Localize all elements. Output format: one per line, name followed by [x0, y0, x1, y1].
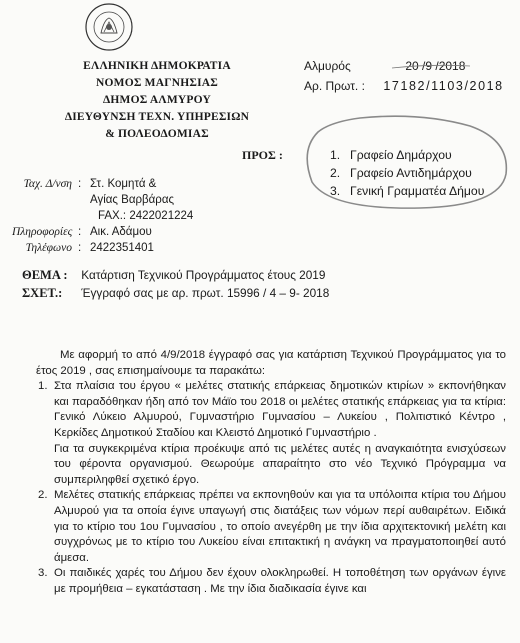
item-subtext: Για τα συγκεκριμένα κτίρια προέκυψε από τις μελέτες αυτές η αναγκαιότητα ενισχύσεων του φέροντα οργανισμού. Θεωρούμε απαραίτητο στο νέο Τεχνικό Πρόγραμμα να συμπεριληφθεί σχετικό έργο.: [54, 442, 506, 486]
phone-value: 2422351401: [90, 242, 154, 254]
reference-row: [22, 284, 329, 302]
intro-paragraph: Με αφορμή το από 4/9/2018 έγγραφό σας για κατάρτιση Τεχνικού Προγράμματος για το έτος 2019 , σας επισημαίνουμε τα παρακάτω:: [36, 349, 506, 377]
issuer-line: ΕΛΛΗΝΙΚΗ ΔΗΜΟΚΡΑΤΙΑ: [83, 60, 231, 72]
subject-label: ΘΕΜΑ :: [22, 268, 68, 282]
issuer-line: & ΠΟΛΕΟΔΟΜΙΑΣ: [105, 128, 209, 140]
recipients-label: ΠΡΟΣ :: [242, 148, 283, 162]
list-item: 3. Οι παιδικές χαρές του Δήμου δεν έχουν ολοκληρωθεί. Η τοποθέτηση των οργάνων έγινε με προμήθεια – εγκατάσταση . Με την ίδια διαδικασία έγινε και: [36, 566, 506, 597]
item-text: Στα πλαίσια του έργου « μελέτες στατικής επάρκειας δημοτικών κτιρίων » εκπονήθηκαν και παραδόθηκαν ήδη από τον Μάϊο του 2018 οι μελέτες στατικής επάρκειας για τα κτίρια: Γενικό Λύκειο Αλμυρού, Γυμναστήριο Γυμνασίου – Λυκείου , Πολιτιστικό Κέντρο , Κερκίδες Δημοτικού Σταδίου και Κλειστό Δημοτικό Γυμναστήριο .: [54, 380, 506, 439]
issuer-line: ΔΗΜΟΣ ΑΛΜΥΡΟΥ: [103, 94, 211, 106]
issuer-line: ΝΟΜΟΣ ΜΑΓΝΗΣΙΑΣ: [96, 77, 218, 89]
municipality-seal: [84, 2, 134, 52]
list-item: 2. Μελέτες στατικής επάρκειας πρέπει να εκπονηθούν και για τα υπόλοιπα κτίρια του Δήμου Αλμυρού για τα οποία έγινε υπαγωγή στις διατάξεις των νόμων περί αυθαιρέτων. Ειδικά για το κτίριο του 1ου Γυμνασίου , το οποίο ανεγέρθη με την ίδια αρχιτεκτονική μελέτη και συγχρόνως με το κτίριο του Λυκείου είναι επιτακτική η ανάγκη να πραγματοποιηθεί αυτό άμεσα.: [36, 488, 506, 566]
subject-row: [22, 266, 329, 284]
address-line: Αγίας Βαρβάρας: [90, 194, 175, 206]
place-label: Αλμυρός: [304, 59, 351, 73]
fax-line: FAX.: 2422021224: [98, 210, 194, 222]
doc-meta: [304, 56, 504, 96]
contact-block: Ταχ. Δ/νση : Στ. Κομητά & Αγίας Βαρβάρας FAX.: 2422021224 Πληροφορίες : Αικ. Αδάμου Τηλέφωνο : 2422351401: [12, 178, 194, 254]
info-value: Αικ. Αδάμου: [90, 226, 152, 238]
date-value: 20 /9 /2018: [405, 59, 466, 73]
points-list: [36, 379, 506, 597]
address-label: Ταχ. Δ/νση: [23, 178, 72, 190]
protocol-number: 17182/1103/2018: [383, 79, 504, 93]
address-line: Στ. Κομητά &: [90, 178, 157, 190]
info-label: Πληροφορίες: [12, 226, 73, 238]
recipients-list: [330, 146, 484, 200]
recipient-item: 3. Γενική Γραμματέα Δήμου: [330, 184, 485, 198]
phone-label: Τηλέφωνο: [25, 242, 72, 254]
list-item: 1. Στα πλαίσια του έργου « μελέτες στατικής επάρκειας δημοτικών κτιρίων » εκπονήθηκαν και παραδόθηκαν ήδη από τον Μάϊο του 2018 οι μελέτες στατικής επάρκειας για τα κτίρια: Γενικό Λύκειο Αλμυρού, Γυμναστήριο Γυμνασίου – Λυκείου , Πολιτιστικό Κέντρο , Κερκίδες Δημοτικού Σταδίου και Κλειστό Δημοτικό Γυμναστήριο . Για τα συγκεκριμένα κτίρια προέκυψε από τις μελέτες αυτές η αναγκαιότητα ενισχύσεων του φέροντα οργανισμού. Θεωρούμε απαραίτητο στο νέο Τεχνικό Πρόγραμμα να συμπεριληφθεί σχετικό έργο.: [36, 379, 506, 488]
recipient-item: 1. Γραφείο Δημάρχου: [330, 148, 452, 162]
item-text: Οι παιδικές χαρές του Δήμου δεν έχουν ολοκληρωθεί. Η τοποθέτηση των οργάνων έγινε με προμήθεια – εγκατάσταση . Με την ίδια διαδικασία έγινε και: [54, 567, 506, 595]
subject-text: Κατάρτιση Τεχνικού Προγράμματος έτους 2019: [81, 268, 326, 282]
issuer-line: ΔΙΕΥΘΥΝΣΗ ΤΕΧΝ. ΥΠΗΡΕΣΙΩΝ: [64, 111, 250, 123]
letter-body: [36, 348, 506, 598]
reference-text: Έγγραφό σας με αρ. πρωτ. 15996 / 4 – 9- 2018: [81, 286, 330, 300]
reference-label: ΣΧΕΤ.:: [22, 286, 63, 300]
item-text: Μελέτες στατικής επάρκειας πρέπει να εκπονηθούν και για τα υπόλοιπα κτίρια του Δήμου Αλμυρού για τα οποία έγινε υπαγωγή στις διατάξεις των νόμων περί αυθαιρέτων. Ειδικά για το κτίριο του 1ου Γυμνασίου , το οποίο ανεγέρθη με την ίδια αρχιτεκτονική μελέτη και συγχρόνως με το κτίριο του Λυκείου είναι επιτακτική η ανάγκη να πραγματοποιηθεί αυτό άμεσα.: [54, 489, 506, 564]
subject-block: [22, 266, 329, 302]
issuer-block: [12, 58, 302, 143]
protocol-label: Αρ. Πρωτ. :: [304, 79, 365, 93]
recipient-item: 2. Γραφείο Αντιδημάρχου: [330, 166, 472, 180]
